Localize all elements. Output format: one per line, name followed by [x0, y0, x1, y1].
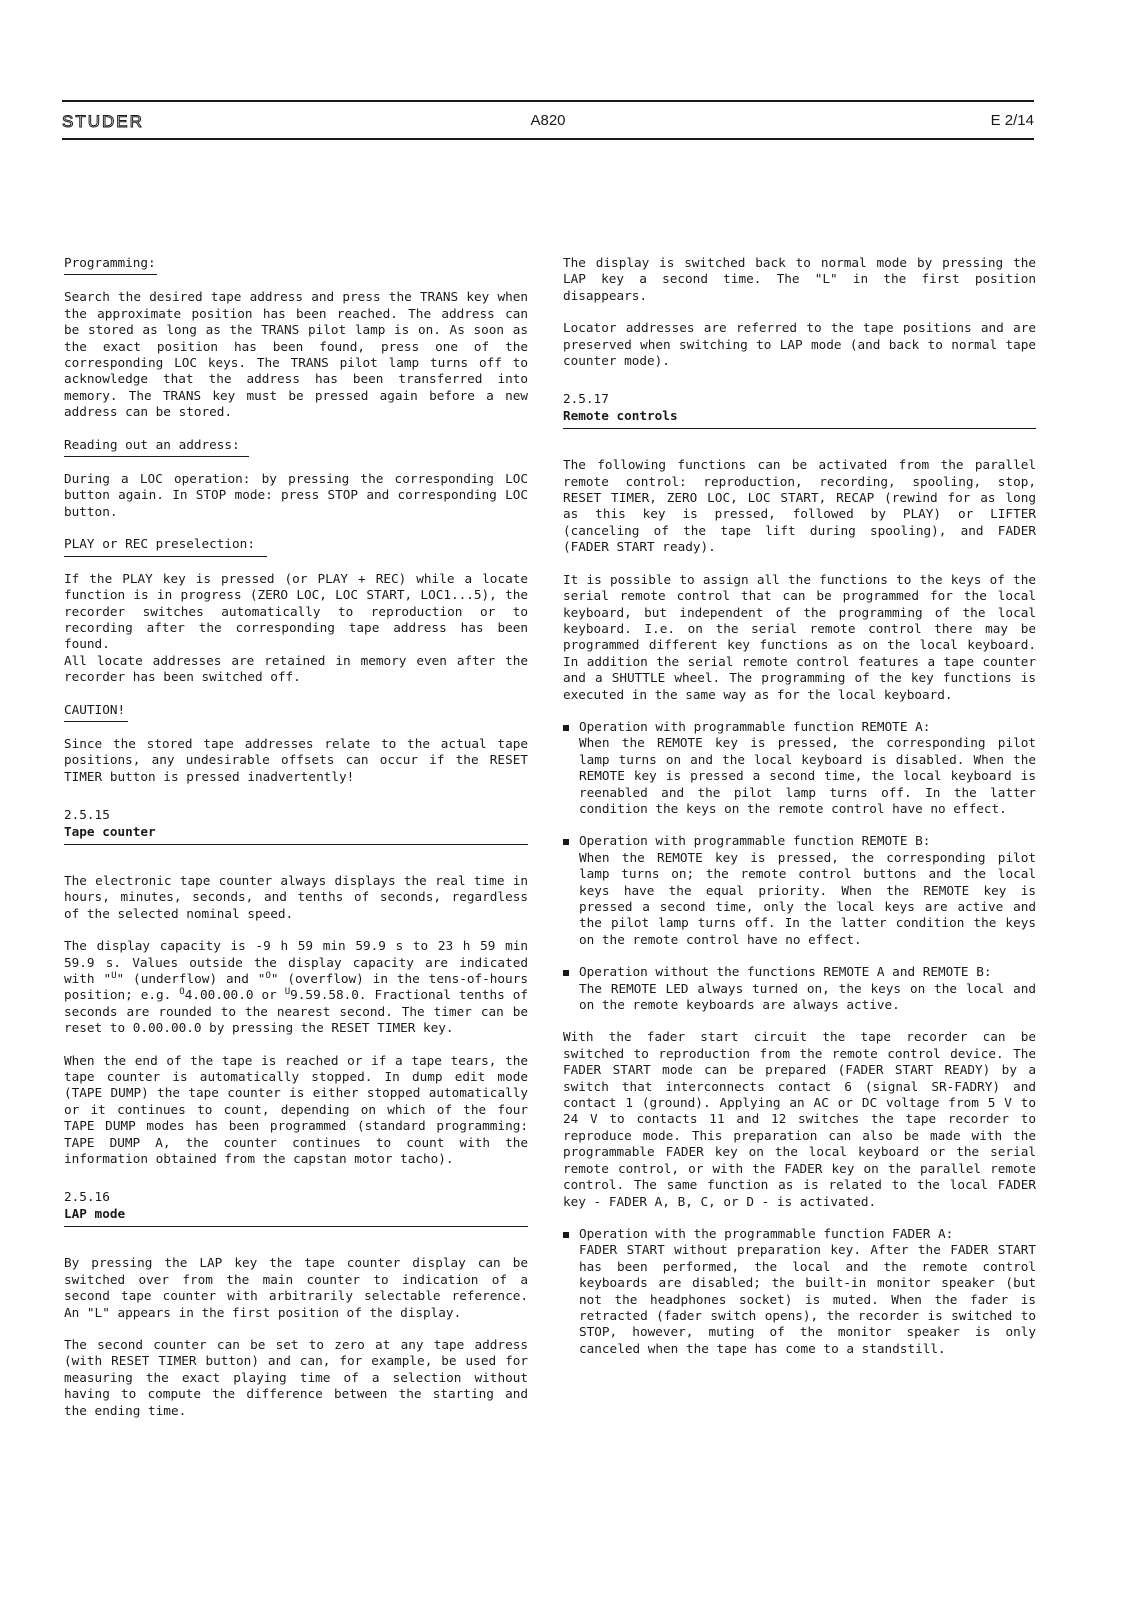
underline	[64, 274, 157, 275]
section-number: 2.5.17	[563, 391, 609, 407]
bullet-head: Operation without the functions REMOTE A and REMOTE B:	[579, 964, 992, 980]
bullet-icon	[563, 970, 569, 976]
bullet-no-remote	[563, 964, 1036, 1013]
reading-label: Reading out an address:	[64, 436, 240, 452]
lap-p1: By pressing the LAP key the tape counter display can be switched over from the main counter to indication of a second tape counter with arbitrarily selectable reference. An "L" appears in the first position of the display.	[64, 1255, 528, 1320]
section-title: Tape counter	[64, 823, 156, 839]
bullet-icon	[563, 1232, 569, 1238]
remote-p1: The following functions can be activated from the parallel remote control: reproduction, recording, spooling, stop, RESET TIMER, ZERO LOC, LOC START, RECAP (rewind for as long as this key is pressed, followed by PLAY) or LIFTER (canceling of the tape lift during spooling), and FADER (FADER START ready).	[563, 457, 1036, 555]
fader-p1: With the fader start circuit the tape recorder can be switched to reproduction from the remote control device. The FADER START mode can be prepared (FADER START READY) by a switch that interconnects contact 6 (signal SR-FADRY) and contact 1 (ground). Applying an AC or DC voltage from 5 V to 24 V to contacts 11 and 12 switches the tape recorder to reproduce mode. This preparation can also be made with the programmable FADER key on the local keyboard or the serial remote control, or with the FADER key on the parallel remote control. The same function as is related to the local FADER key - FADER A, B, C, or D - is activated.	[563, 1029, 1036, 1209]
bullet-text: FADER START without preparation key. After the FADER START has been performed, the local and the remote control keyboards are disabled; the built-in monitor speaker (but not the headphones socket) is muted. When the fader is retracted (fader switch opens), the recorder is switched to STOP, however, muting of the monitor speaker is only canceled when the tape has come to a standstill.	[579, 1242, 1036, 1356]
bullet-remote-a	[563, 719, 1036, 817]
section-2-5-15	[64, 807, 528, 845]
preselection-text-2: All locate addresses are retained in memory even after the recorder has been switched off.	[64, 652, 528, 685]
bullet-head: Operation with the programmable function FADER A:	[579, 1225, 954, 1241]
underline	[64, 721, 128, 722]
header-rule-top	[62, 100, 1034, 102]
bullet-text: When the REMOTE key is pressed, the corresponding pilot lamp turns on and the local keyboard is disabled. When the REMOTE key is pressed a second time, the local keyboard is reenabled and the pilot lamp turns off. In the latter condition the keys on the remote control have no effect.	[579, 735, 1036, 816]
tape-counter-p3: When the end of the tape is reached or if a tape tears, the tape counter is automatically stopped. In dump edit mode (TAPE DUMP) the tape counter is either stopped automatically or it continues to count, depending on which of the four TAPE DUMP modes has been programmed (standard programming: TAPE DUMP A, the counter continues to count with the information obtained from the capstan motor tacho).	[64, 1052, 528, 1167]
svg-text:STUDER: STUDER	[62, 112, 144, 130]
section-2-5-16	[64, 1189, 528, 1227]
programming-text: Search the desired tape address and press the TRANS key when the approximate position has been reached. The address can be stored as long as the TRANS pilot lamp is on. As soon as the exact position has been found, press one of the corresponding LOC keys. The TRANS pilot lamp turns off to acknowledge that the address has been transferred into memory. The TRANS key must be pressed again before a new address can be stored.	[64, 289, 528, 420]
tape-counter-p1: The electronic tape counter always displays the real time in hours, minutes, seconds, and tenths of seconds, regardless of the selected nominal speed.	[64, 872, 528, 921]
section-title: Remote controls	[563, 407, 678, 423]
right-column	[563, 255, 1036, 1373]
bullet-icon	[563, 725, 569, 731]
lap-p4: Locator addresses are referred to the tape positions and are preserved when switching to LAP mode (and back to normal tape counter mode).	[563, 320, 1036, 369]
section-rule	[64, 844, 528, 845]
bullet-head: Operation with programmable function REMOTE B:	[579, 833, 931, 849]
bullet-head: Operation with programmable function REMOTE A:	[579, 718, 931, 734]
lap-p3: The display is switched back to normal mode by pressing the LAP key a second time. The "L" in the first position disappears.	[563, 255, 1036, 303]
caution-label: CAUTION!	[64, 701, 126, 717]
programming-label: Programming:	[64, 255, 156, 270]
section-title: LAP mode	[64, 1205, 126, 1221]
left-column	[64, 255, 528, 1435]
remote-p2: It is possible to assign all the functions to the keys of the serial remote control that can be programmed for the local keyboard, but independent of the programming of the local keyboard. I.e. on the serial remote control there may be programmed different key functions as on the local keyboard. In addition the serial remote control features a tape counter and a SHUTTLE wheel. The programming of the key functions is executed in the same way as for the local keyboard.	[563, 571, 1036, 702]
section-rule	[64, 1226, 528, 1227]
section-2-5-17	[563, 391, 1036, 429]
section-number: 2.5.15	[64, 807, 110, 823]
section-number: 2.5.16	[64, 1189, 110, 1205]
caution-text: Since the stored tape addresses relate to the actual tape positions, any undesirable offsets can occur if the RESET TIMER button is pressed inadvertently!	[64, 735, 528, 784]
page-number: E 2/14	[990, 112, 1034, 129]
reading-text: During a LOC operation: by pressing the corresponding LOC button again. In STOP mode: press STOP and corresponding LOC button.	[64, 471, 528, 519]
underline	[64, 456, 249, 457]
tape-counter-p2: The display capacity is -9 h 59 min 59.9 s to 23 h 59 min 59.9 s. Values outside the display capacity are indicated with "$^U$" (underflow) and "$^O$" (overflow) in the tens-of-hours position; e.g. $^O$4.00.00.0 or $^U$9.59.58.0. Fractional tenths of seconds are rounded to the nearest second. The timer can be reset to 0.00.00.0 by pressing the RESET TIMER key.	[64, 938, 529, 1036]
bullet-fader-a	[563, 1226, 1036, 1357]
model-name: A820	[530, 112, 566, 129]
bullet-text: The REMOTE LED always turned on, the keys on the local and on the remote keyboards are always active.	[579, 980, 1036, 1013]
bullet-icon	[563, 839, 569, 845]
header-rule-bottom	[62, 138, 1034, 140]
bullet-text: When the REMOTE key is pressed, the corresponding pilot lamp turns on; the remote control buttons and the local keys have the equal priority. When the REMOTE key is pressed a second time, only the local keys are active and the pilot lamp turns off. In the latter condition the keys on the remote control have no effect.	[579, 849, 1036, 947]
lap-p2: The second counter can be set to zero at any tape address (with RESET TIMER button) and can, for example, be used for measuring the exact playing time of a selection without having to compute the difference between the starting and the ending time.	[64, 1336, 528, 1418]
preselection-label: PLAY or REC preselection:	[64, 536, 255, 552]
preselection-text-1: If the PLAY key is pressed (or PLAY + REC) while a locate function is in progress (ZERO LOC, LOC START, LOC1...5), the recorder switches automatically to reproduction or to recording after the corresponding tape address has been found.	[64, 570, 528, 652]
section-rule	[563, 428, 1036, 429]
underline	[64, 556, 267, 557]
bullet-remote-b	[563, 833, 1036, 948]
